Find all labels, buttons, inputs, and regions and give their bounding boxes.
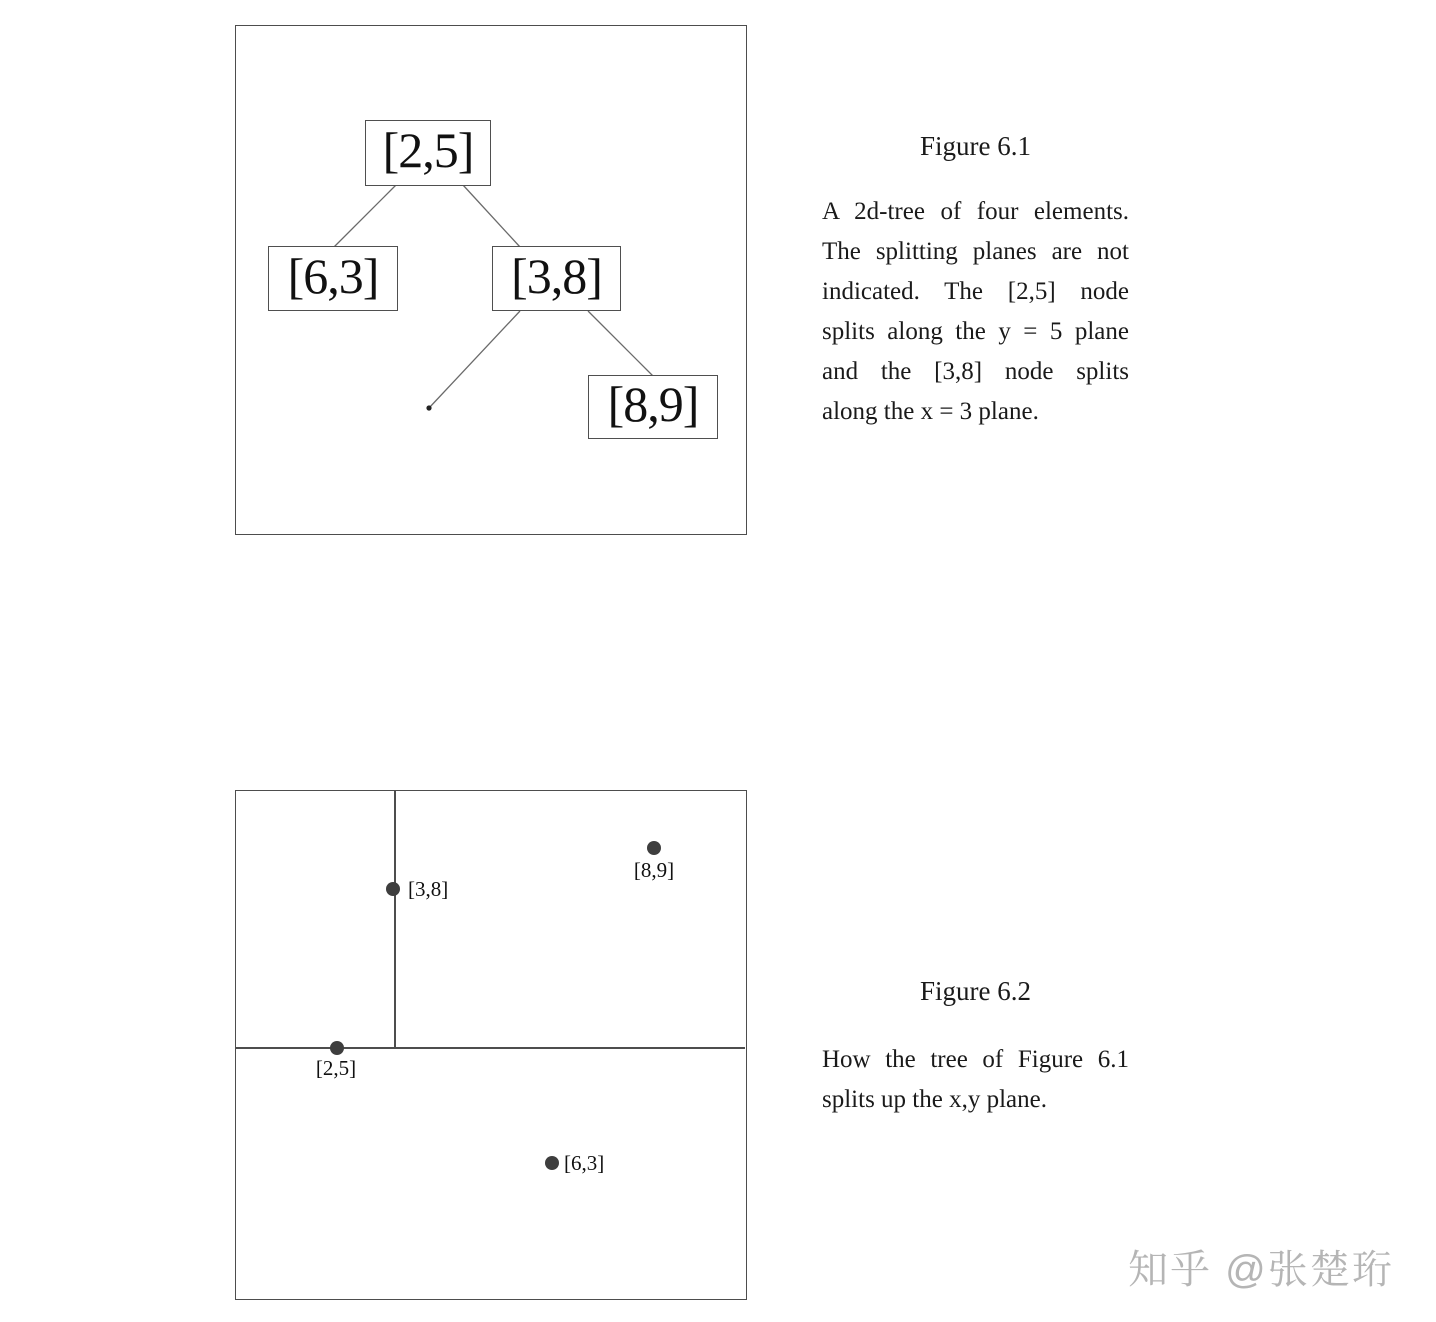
figure-6-1-caption — [822, 192, 1129, 432]
x-equals-3-split-line — [394, 791, 396, 1048]
figure-6-2-diagram — [235, 790, 747, 1300]
caption-line: splits up the x,y plane. — [822, 1086, 1047, 1113]
figure-6-2-title: Figure 6.2 — [920, 976, 1031, 1006]
point-label-8-9: [8,9] — [633, 858, 675, 882]
edge-root-to-right — [463, 185, 520, 247]
watermark: 知乎 @张楚珩 — [1128, 1248, 1394, 1292]
caption-line: How the tree of Figure 6.1 — [822, 1046, 1129, 1073]
caption-line: and the [3,8] node splits — [822, 358, 1129, 385]
point-label-2-5: [2,5] — [315, 1056, 357, 1080]
edge-right-to-nil — [429, 311, 520, 408]
tree-node-3-8: [3,8] — [492, 246, 621, 311]
caption-line: A 2d-tree of four elements. — [822, 198, 1129, 225]
caption-line: along the x = 3 plane. — [822, 398, 1039, 425]
point-dot-3-8 — [386, 882, 400, 896]
nil-pointer-dot — [426, 405, 431, 410]
edge-root-to-left — [334, 185, 396, 247]
point-label-6-3: [6,3] — [564, 1151, 605, 1175]
point-dot-6-3 — [545, 1156, 559, 1170]
caption-line: The splitting planes are not — [822, 238, 1129, 265]
tree-node-8-9: [8,9] — [588, 375, 718, 439]
point-dot-2-5 — [330, 1041, 344, 1055]
figure-6-2-caption — [822, 1040, 1129, 1120]
tree-node-6-3: [6,3] — [268, 246, 398, 311]
tree-node-2-5: [2,5] — [365, 120, 491, 186]
edge-right-to-grandchild — [588, 311, 653, 376]
point-label-3-8: [3,8] — [408, 877, 449, 901]
caption-line: splits along the y = 5 plane — [822, 318, 1129, 345]
figure-6-1-title: Figure 6.1 — [920, 131, 1031, 161]
figure-6-1-diagram — [235, 25, 747, 535]
caption-line: indicated. The [2,5] node — [822, 278, 1129, 305]
point-dot-8-9 — [647, 841, 661, 855]
y-equals-5-split-line — [236, 1047, 745, 1049]
